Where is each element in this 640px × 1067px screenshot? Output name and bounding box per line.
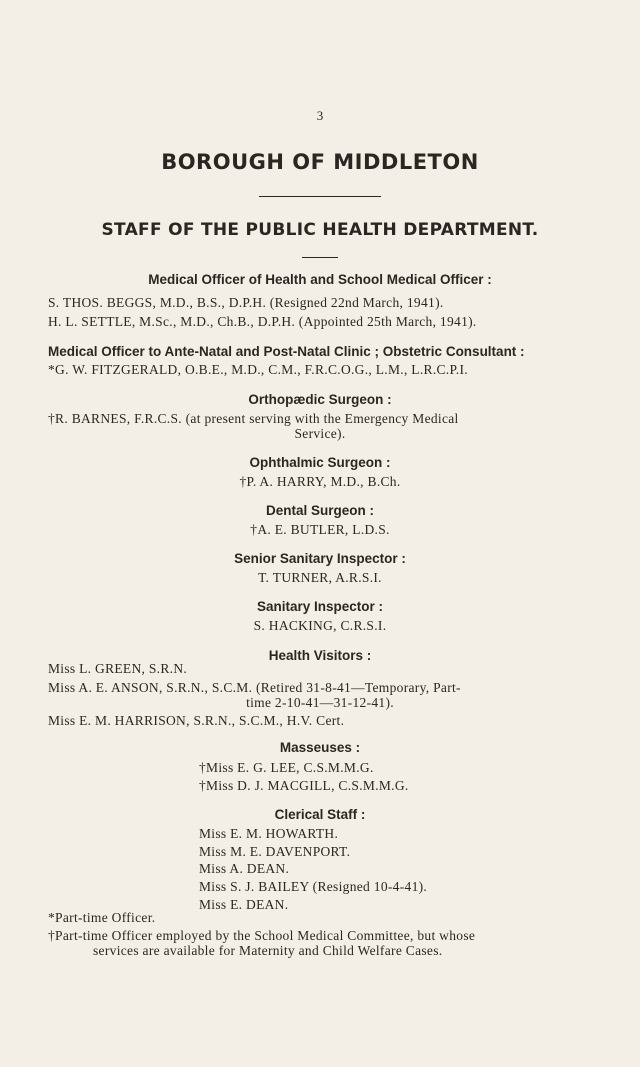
ortho-line-2: Service). bbox=[294, 426, 346, 441]
clerical-line-4: Miss S. J. BAILEY (Resigned 10-4-41). bbox=[199, 879, 428, 894]
title-rule bbox=[259, 196, 381, 197]
antenatal-line-1: *G. W. FITZGERALD, O.B.E., M.D., C.M., F.R.C.O.G., L.M., L.R.C.P.I. bbox=[48, 362, 468, 377]
footnote-3: services are available for Maternity and Child Welfare Cases. bbox=[93, 943, 443, 958]
sanitary-line-1: S. HACKING, C.R.S.I. bbox=[253, 618, 387, 633]
moh-heading: Medical Officer of Health and School Medical Officer : bbox=[148, 272, 492, 287]
dental-heading: Dental Surgeon : bbox=[265, 503, 374, 518]
dental-line-1: †A. E. BUTLER, L.D.S. bbox=[250, 522, 390, 537]
masseuses-heading: Masseuses : bbox=[279, 740, 361, 755]
health-visitor-line-3: time 2-10-41—31-12-41). bbox=[246, 695, 394, 710]
clerical-line-5: Miss E. DEAN. bbox=[199, 897, 289, 912]
footnote-1: *Part-time Officer. bbox=[48, 910, 156, 925]
senior-sanitary-heading: Senior Sanitary Inspector : bbox=[234, 551, 406, 566]
ophth-line-1: †P. A. HARRY, M.D., B.Ch. bbox=[239, 474, 401, 489]
clerical-line-1: Miss E. M. HOWARTH. bbox=[199, 826, 339, 841]
page-title: BOROUGH OF MIDDLETON bbox=[161, 150, 479, 174]
clerical-heading: Clerical Staff : bbox=[274, 807, 366, 822]
health-visitor-line-4: Miss E. M. HARRISON, S.R.N., S.C.M., H.V. Cert. bbox=[48, 713, 345, 728]
moh-line-2: H. L. SETTLE, M.Sc., M.D., Ch.B., D.P.H. (Appointed 25th March, 1941). bbox=[48, 314, 477, 329]
masseuse-line-1: †Miss E. G. LEE, C.S.M.M.G. bbox=[199, 760, 374, 775]
ortho-heading: Orthopædic Surgeon : bbox=[248, 392, 392, 407]
masseuse-line-2: †Miss D. J. MACGILL, C.S.M.M.G. bbox=[199, 778, 409, 793]
page-number: 3 bbox=[316, 108, 324, 123]
clerical-line-3: Miss A. DEAN. bbox=[199, 861, 290, 876]
senior-sanitary-line-1: T. TURNER, A.R.S.I. bbox=[258, 570, 382, 585]
moh-line-1: S. THOS. BEGGS, M.D., B.S., D.P.H. (Resigned 22nd March, 1941). bbox=[48, 295, 444, 310]
antenatal-heading: Medical Officer to Ante-Natal and Post-Natal Clinic ; Obstetric Consultant : bbox=[48, 344, 525, 359]
subtitle-rule bbox=[302, 257, 338, 258]
health-visitor-line-1: Miss L. GREEN, S.R.N. bbox=[48, 661, 188, 676]
health-visitors-heading: Health Visitors : bbox=[268, 648, 372, 663]
ortho-line-1: †R. BARNES, F.R.C.S. (at present serving with the Emergency Medical bbox=[48, 411, 459, 426]
footnote-2: †Part-time Officer employed by the School Medical Committee, but whose bbox=[48, 928, 476, 943]
health-visitor-line-2: Miss A. E. ANSON, S.R.N., S.C.M. (Retired 31-8-41—Temporary, Part- bbox=[48, 680, 461, 695]
page-subtitle: STAFF OF THE PUBLIC HEALTH DEPARTMENT. bbox=[101, 220, 539, 240]
clerical-line-2: Miss M. E. DAVENPORT. bbox=[199, 844, 351, 859]
ophth-heading: Ophthalmic Surgeon : bbox=[249, 455, 391, 470]
sanitary-heading: Sanitary Inspector : bbox=[256, 599, 384, 614]
